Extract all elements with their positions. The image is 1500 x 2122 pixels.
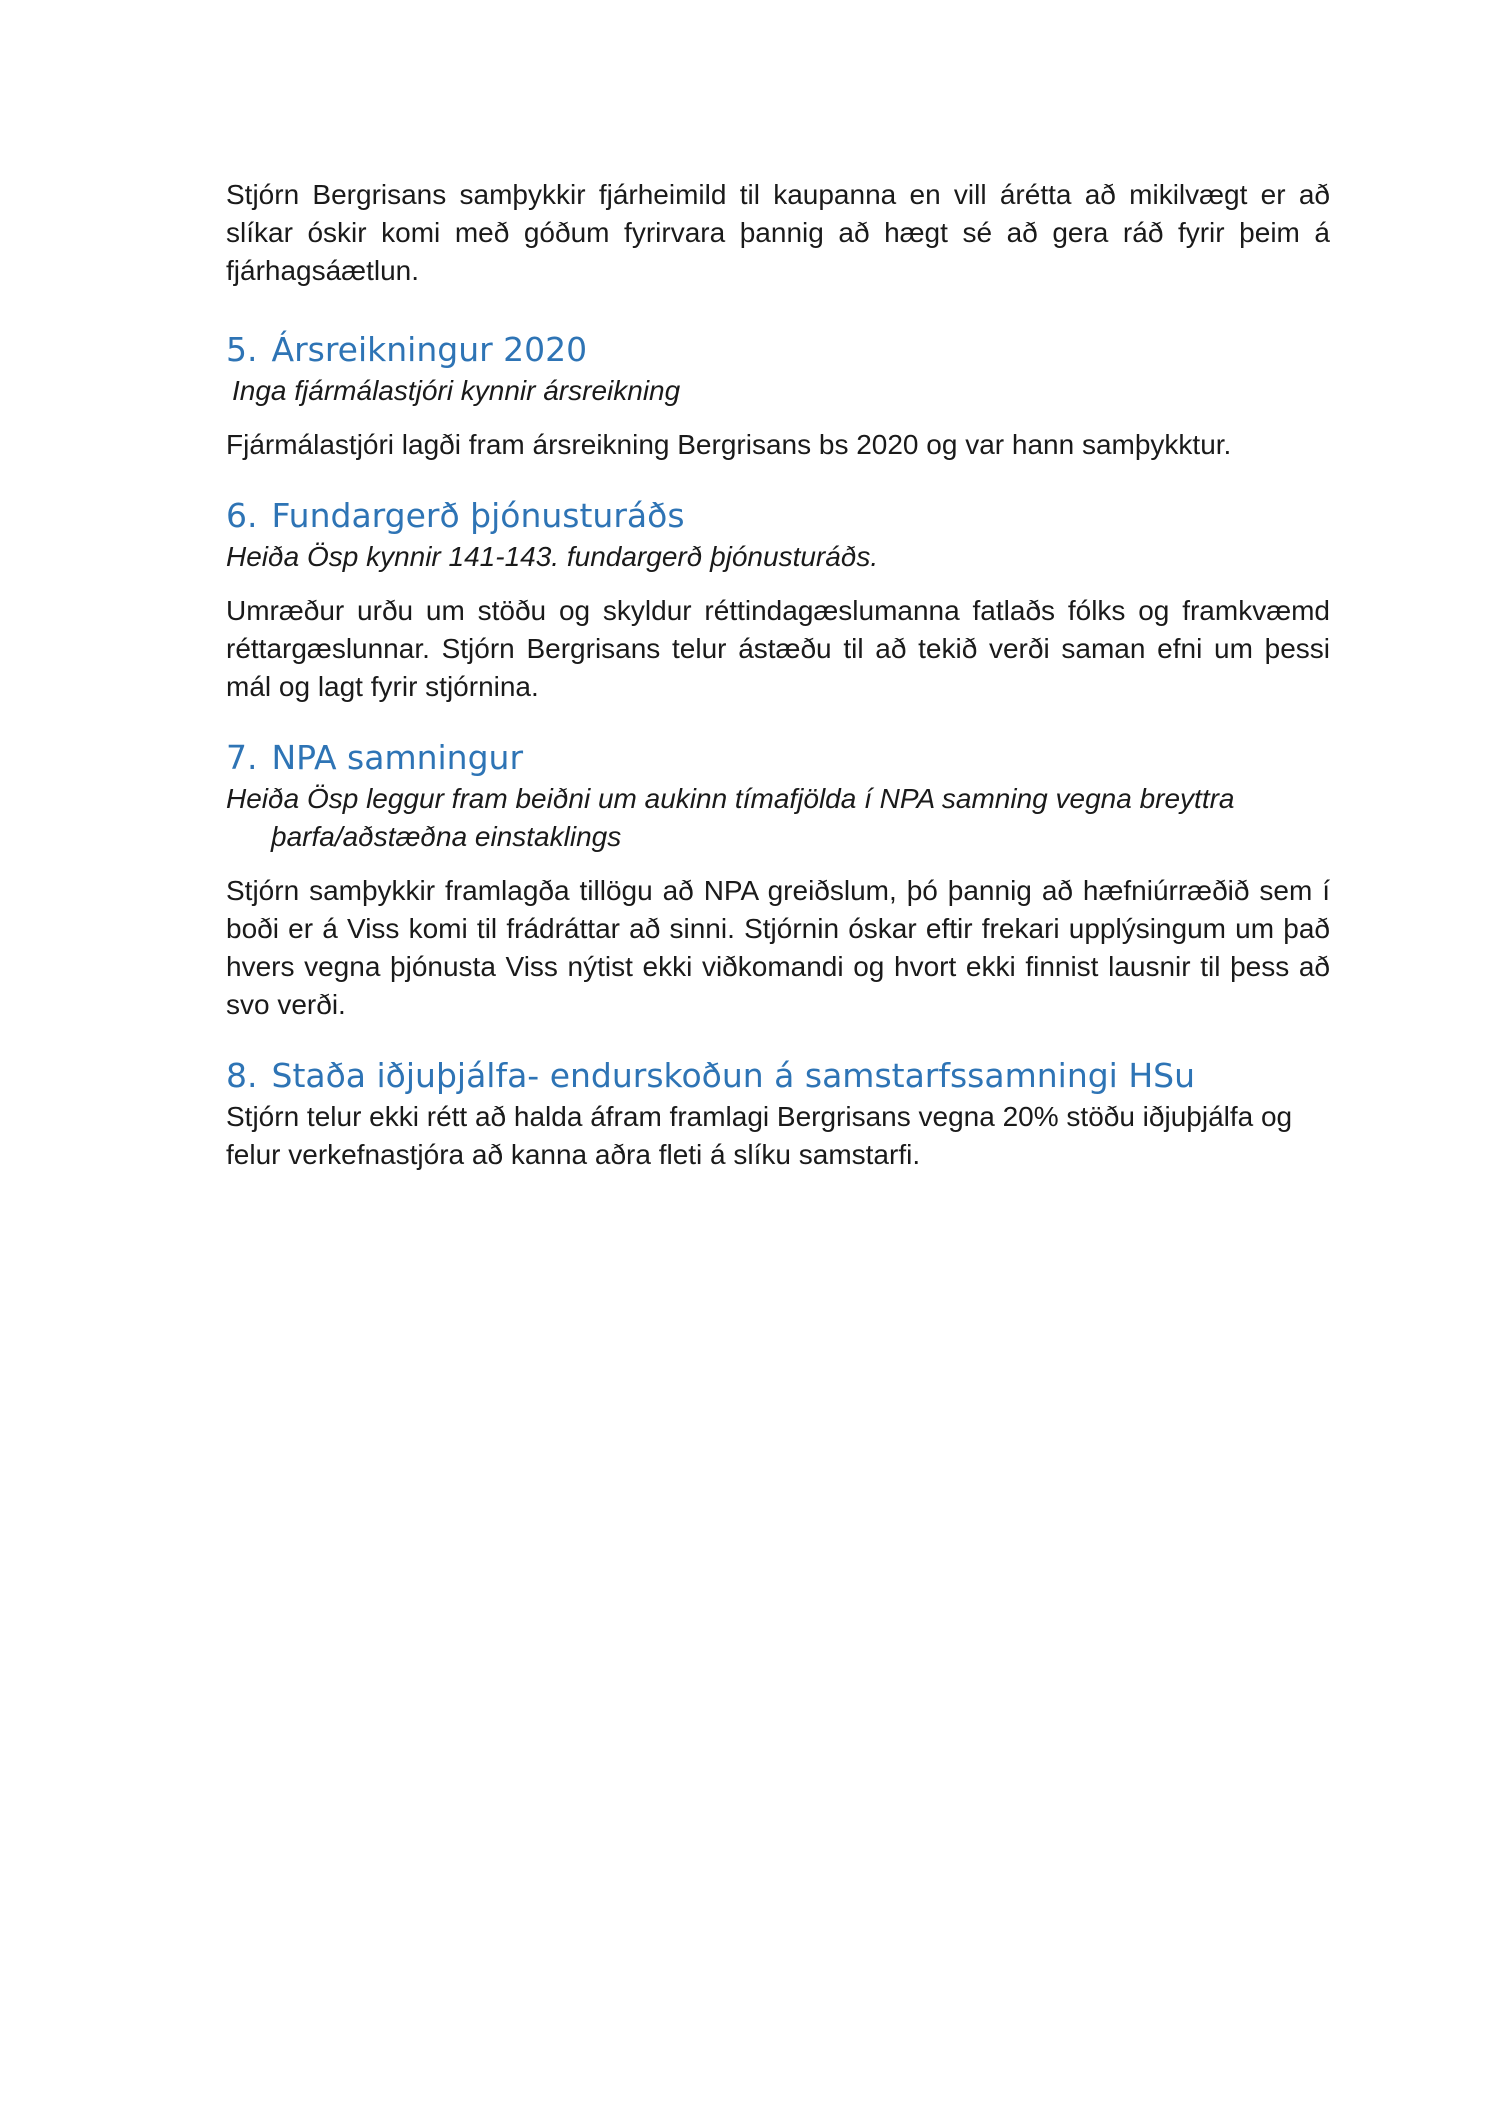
section-6-title: Fundargerð þjónusturáðs [271, 496, 685, 535]
section-6-heading [226, 494, 1330, 538]
section-6-subtitle: Heiða Ösp kynnir 141-143. fundargerð þjónusturáðs. [226, 541, 879, 572]
section-7-number: 7. [226, 738, 258, 777]
section-7-subtitle: Heiða Ösp leggur fram beiðni um aukinn tímafjölda í NPA samning vegna breyttra þarfa/aðstæðna einstaklings [226, 783, 1235, 852]
section-7-heading [226, 736, 1330, 780]
section-6-number: 6. [226, 496, 258, 535]
section-8-title: Staða iðjuþjálfa- endurskoðun á samstarfssamningi HSu [271, 1056, 1196, 1095]
section-8-body: Stjórn telur ekki rétt að halda áfram framlagi Bergrisans vegna 20% stöðu iðjuþjálfa og felur verkefnastjóra að kanna aðra fleti á slíku samstarfi. [226, 1101, 1293, 1170]
section-8-heading [226, 1054, 1330, 1098]
section-7-body: Stjórn samþykkir framlagða tillögu að NPA greiðslum, þó þannig að hæfniúrræðið sem í boði er á Viss komi til frádráttar að sinni. Stjórnin óskar eftir frekari upplýsingum um það hvers vegna þjónusta Viss nýtist ekki viðkomandi og hvort ekki finnist lausnir til þess að svo verði. [226, 875, 1330, 1020]
section-6-body: Umræður urðu um stöðu og skyldur réttindagæslumanna fatlaðs fólks og framkvæmd réttargæslunnar. Stjórn Bergrisans telur ástæðu til að tekið verði saman efni um þessi mál og lagt fyrir stjórnina. [226, 595, 1330, 702]
section-5-subtitle: Inga fjármálastjóri kynnir ársreikning [232, 375, 681, 406]
intro-paragraph: Stjórn Bergrisans samþykkir fjárheimild til kaupanna en vill árétta að mikilvægt er að slíkar óskir komi með góðum fyrirvara þannig að hægt sé að gera ráð fyrir þeim á fjárhagsáætlun. [226, 179, 1330, 286]
section-5-heading [226, 328, 1330, 372]
section-5-number: 5. [226, 330, 258, 369]
section-8-number: 8. [226, 1056, 258, 1095]
section-5-body: Fjármálastjóri lagði fram ársreikning Bergrisans bs 2020 og var hann samþykktur. [226, 429, 1232, 460]
section-5-title: Ársreikningur 2020 [271, 330, 588, 369]
section-7-title: NPA samningur [271, 738, 524, 777]
document-page [226, 176, 1330, 1174]
